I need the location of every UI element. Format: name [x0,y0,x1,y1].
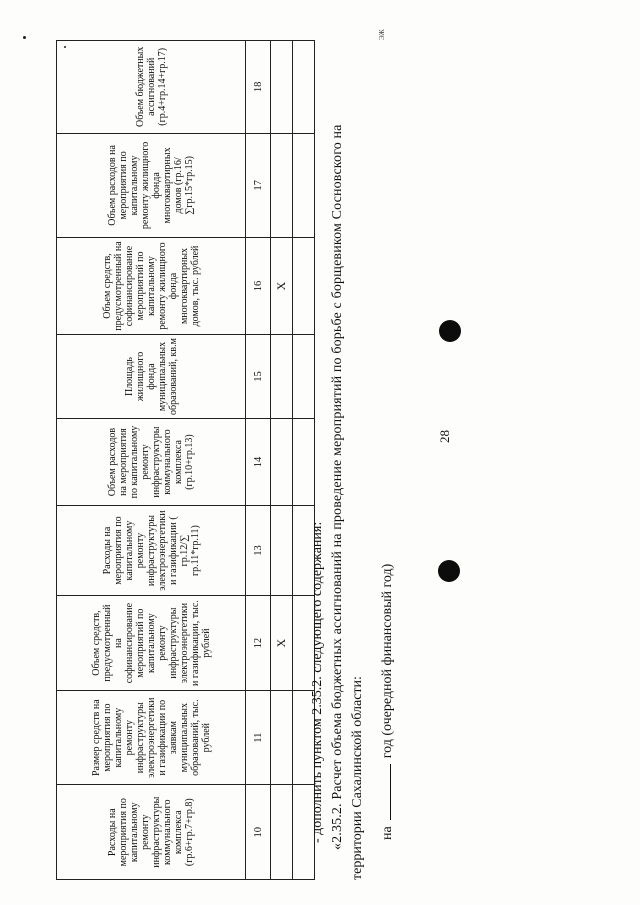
column-number: 16 [246,238,271,335]
header-cell: Объем средств, предусмотренный на софинансирование мероприятий по капитальному ремонту жилищного фонда многоквартирных домов, тыс. рублей [57,238,246,335]
header-cell: Объем бюджетных ассигнований (гр.4+гр.14+гр.17) [57,41,246,134]
header-cell: Объем средств, предусмотренный на софинансирование мероприятий по капитальному ремонту инфраструктуры электроэнергетики и газификации, тыс. рублей [57,596,246,691]
table-cell [271,785,293,880]
header-cell: Расходы на мероприятия по капитальному ремонту инфраструктуры коммунального комплекса (гр.6+гр.7+гр.8) [57,785,246,880]
header-cell: Объем расходов на мероприятия по капитальному ремонту инфраструктуры коммунального комплекса (гр.10+гр.13) [57,419,246,506]
table-cell: X [271,596,293,691]
scan-speck [23,36,26,39]
column-number-row [246,41,271,880]
column-number: 11 [246,690,271,785]
budget-table [56,40,315,880]
column-number: 12 [246,596,271,691]
year-blank-field [376,764,391,820]
column-number: 14 [246,419,271,506]
corner-stamp: ЭЖ [378,29,386,40]
header-cell: Объем расходов на мероприятия по капитальному ремонту жилищного фонда многоквартирных домов (гр.16/∑гр.15*гр.15) [57,133,246,238]
table-cell [271,334,293,419]
table-cell: X [271,238,293,335]
header-cell: Размер средств на мероприятия по капитальному ремонту инфраструктуры электроэнергетики и газификации по заявкам муниципальных образований, тыс. рублей [57,690,246,785]
table-cell [271,133,293,238]
text-line-year [376,30,398,880]
rotated-content [56,10,395,880]
text-line: «2.35.2. Расчет объема бюджетных ассигнований на проведение мероприятий по борьбе с борщевиком Сосновского на [330,124,345,850]
table-cell [271,690,293,785]
amendment-text [308,30,398,880]
column-number: 17 [246,133,271,238]
table-cell [271,505,293,596]
page-number: 28 [437,430,452,443]
column-number: 10 [246,785,271,880]
table-row [271,41,293,880]
year-prefix: на [380,826,395,840]
binder-hole [439,320,461,342]
binder-hole [438,560,460,582]
header-cell: Площадь жилищного фонда муниципальных образований, кв.м [57,334,246,419]
table-cell [271,419,293,506]
table-header-row [57,41,246,880]
year-suffix: год (очередной финансовый год) [380,563,395,759]
column-number: 15 [246,334,271,419]
column-number: 18 [246,41,271,134]
text-line: территории Сахалинской области: [350,676,365,880]
header-cell: Расходы на мероприятия по капитальному ремонту инфраструктуры электроэнергетики и газификации ( гр.12/∑ гр.11*гр.11) [57,505,246,596]
table-cell [271,41,293,134]
text-line: - дополнить пунктом 2.35.2. следующего содержания: [310,521,325,843]
column-number: 13 [246,505,271,596]
